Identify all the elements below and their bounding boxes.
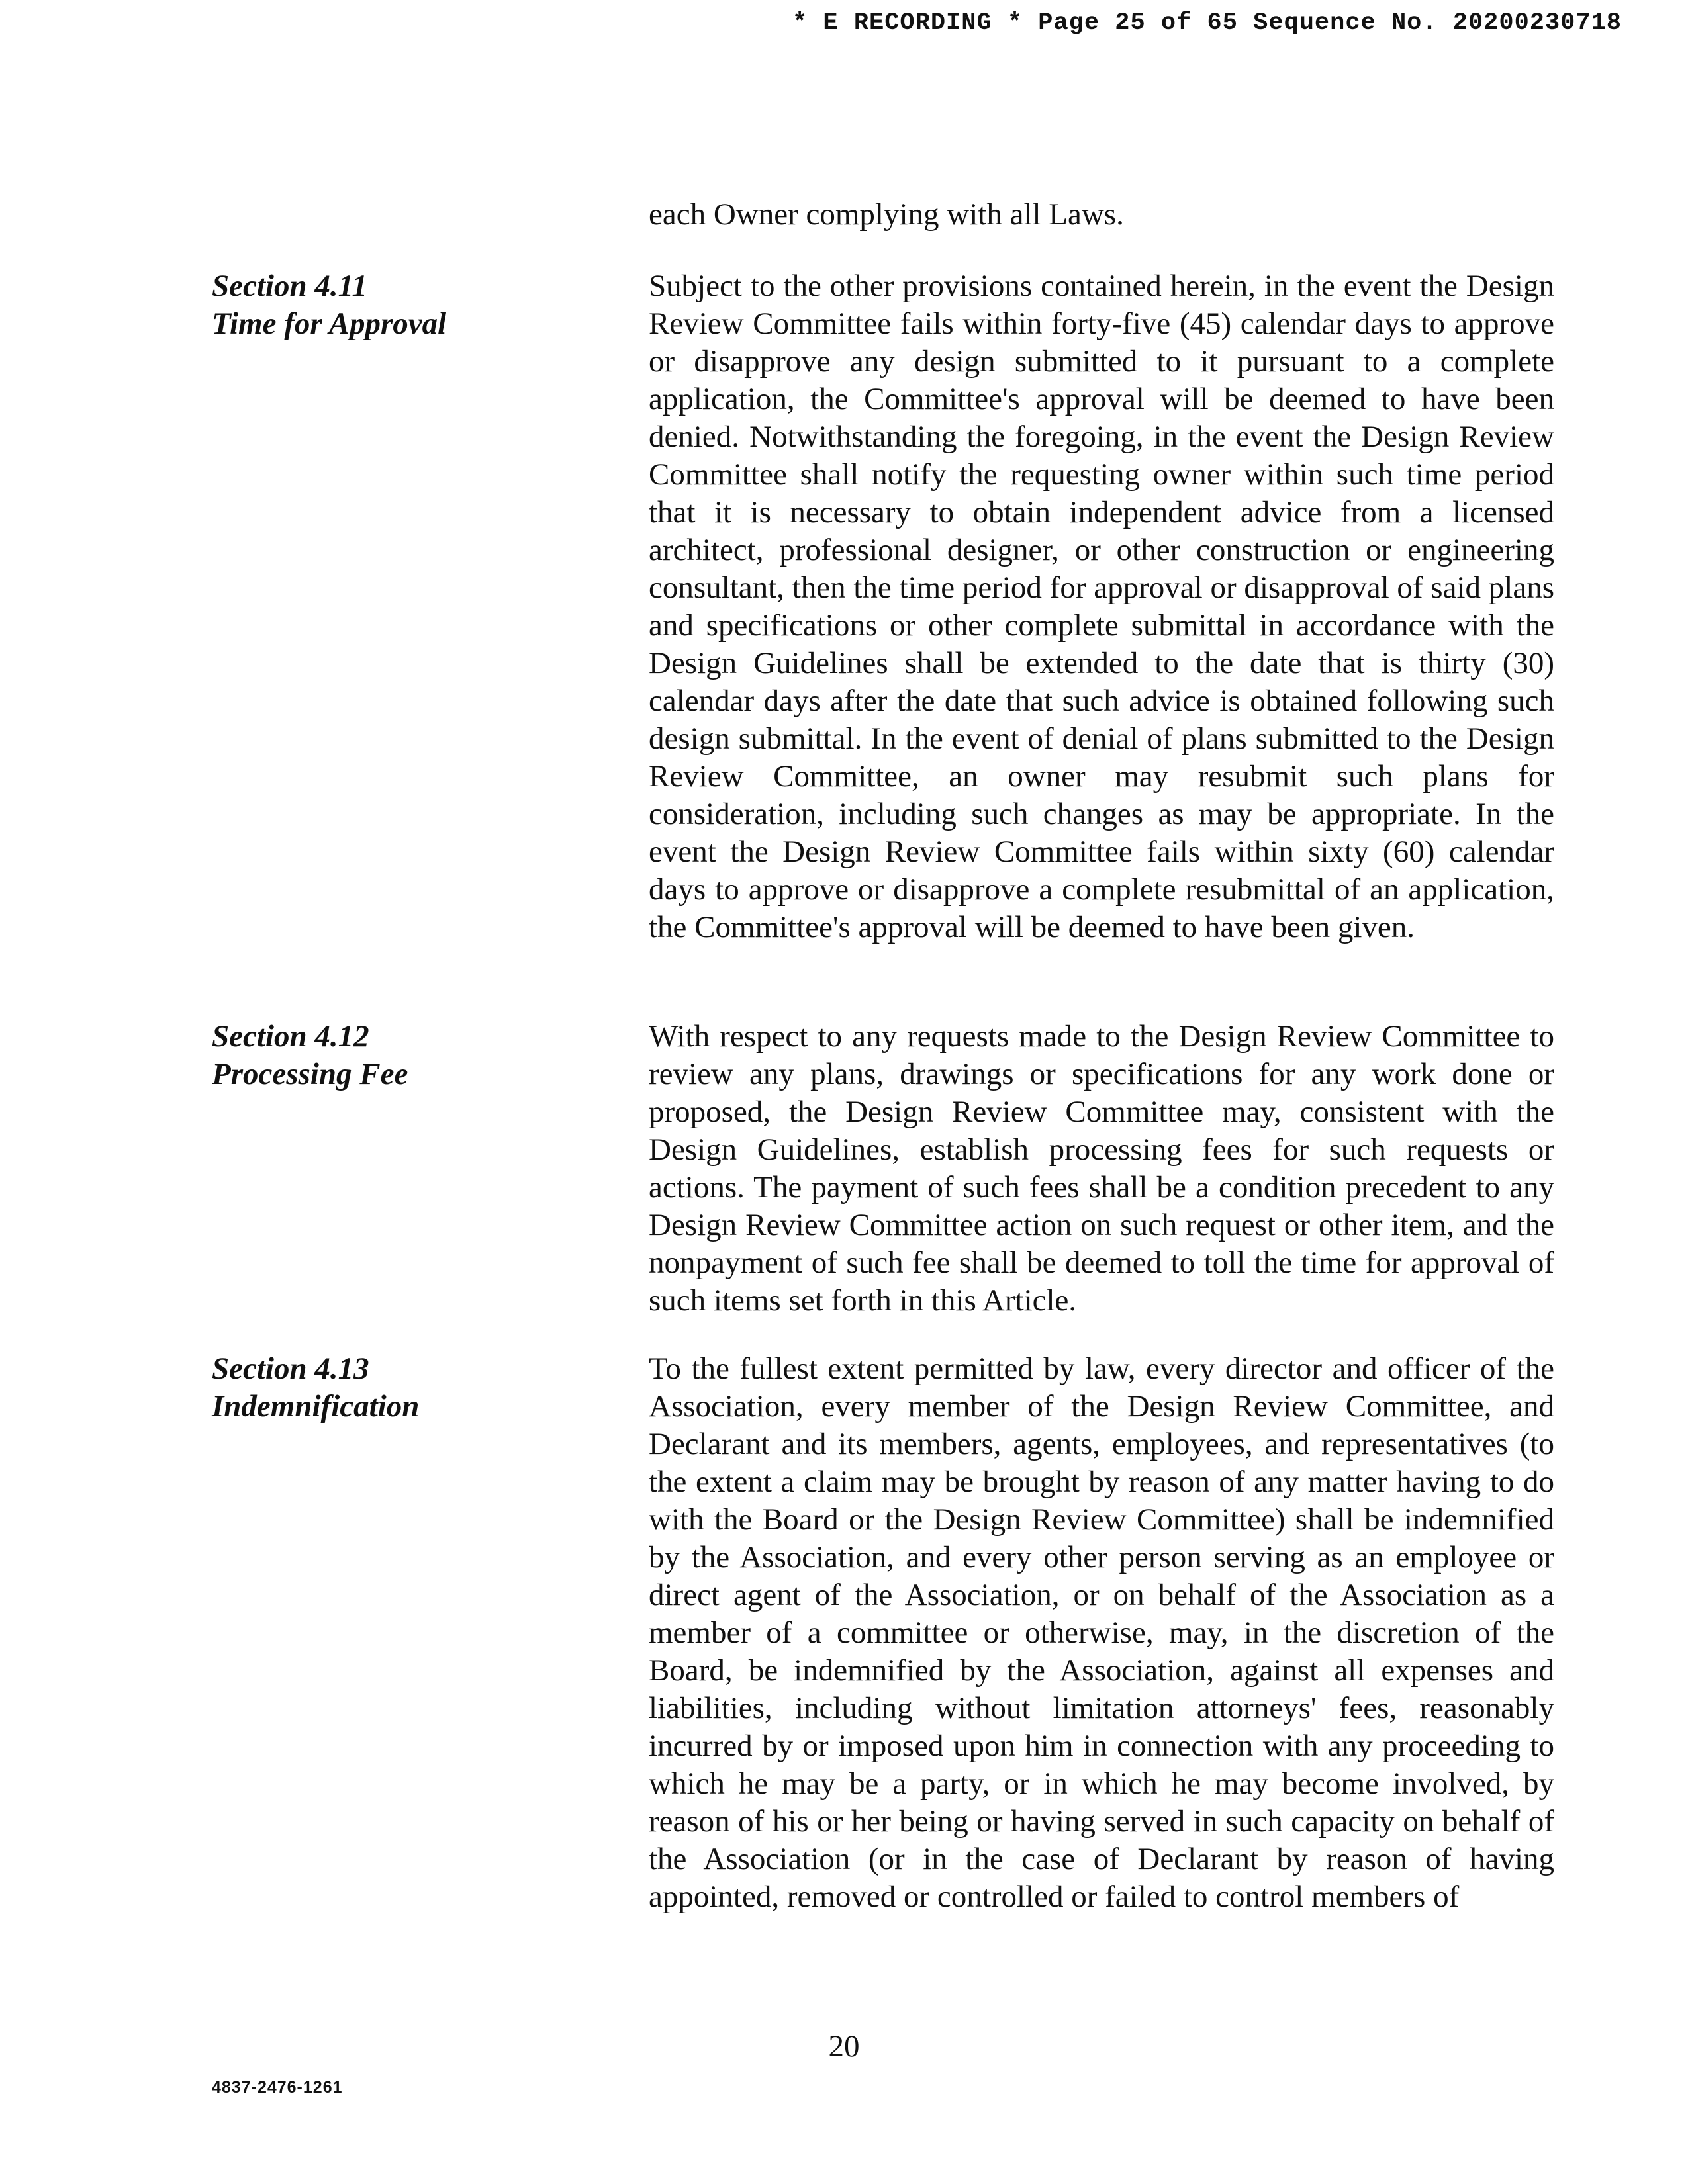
section-number: Section 4.11 xyxy=(212,269,368,303)
recording-stamp-header: * E RECORDING * Page 25 of 65 Sequence No. 20200230718 xyxy=(792,9,1622,37)
page-number: 20 xyxy=(828,2029,860,2064)
section-body: To the fullest extent permitted by law, every director and officer of the Association, every member of the Design Review Committee, and Declarant and its members, agents, employees, and representatives (to the extent a claim may be brought by reason of any matter having to do with the Board or the Design Review Committee) shall be indemnified by the Association, and every other person serving as an employee or direct agent of the Association, or on behalf of the Association as a member of a committee or otherwise, may, in the discretion of the Board, be indemnified by the Association, against all expenses and liabilities, including without limitation attorneys' fees, reasonably incurred by or imposed upon him in connection with any proceeding to which he may be a party, or in which he may become involved, by reason of his or her being or having served in such capacity on behalf of the Association (or in the case of Declarant by reason of having appointed, removed or controlled or failed to control members of xyxy=(649,1351,1554,1914)
document-id: 4837-2476-1261 xyxy=(212,2078,343,2097)
continuation-paragraph: each Owner complying with all Laws. xyxy=(649,197,1124,232)
section-title: Time for Approval xyxy=(212,306,447,341)
section-title: Processing Fee xyxy=(212,1057,408,1091)
section-heading xyxy=(212,267,583,343)
section-body: With respect to any requests made to the Design Review Committee to review any plans, drawings or specifications for any work done or proposed, the Design Review Committee may, consistent with the Design Guidelines, establish processing fees for such requests or actions. The payment of such fees shall be a condition precedent to any Design Review Committee action on such request or other item, and the nonpayment of such fee shall be deemed to toll the time for approval of such items set forth in this Article. xyxy=(649,1019,1554,1318)
section-number: Section 4.12 xyxy=(212,1019,369,1054)
section-body: Subject to the other provisions contained herein, in the event the Design Review Committee fails within forty-five (45) calendar days to approve or disapprove any design submitted to it pursuant to a complete application, the Committee's approval will be deemed to have been denied. Notwithstanding the foregoing, in the event the Design Review Committee shall notify the requesting owner within such time period that it is necessary to obtain independent advice from a licensed architect, professional designer, or other construction or engineering consultant, then the time period for approval or disapproval of said plans and specifications or other complete submittal in accordance with the Design Guidelines shall be extended to the date that is thirty (30) calendar days after the date that such advice is obtained following such design submittal. In the event of denial of plans submitted to the Design Review Committee, an owner may resubmit such plans for consideration, including such changes as may be appropriate. In the event the Design Review Committee fails within sixty (60) calendar days to approve or disapprove a complete resubmittal of an application, the Committee's approval will be deemed to have been given. xyxy=(649,269,1554,944)
section-title: Indemnification xyxy=(212,1389,420,1424)
section-heading xyxy=(212,1350,583,1426)
section-number: Section 4.13 xyxy=(212,1351,369,1386)
section-heading xyxy=(212,1018,583,1093)
